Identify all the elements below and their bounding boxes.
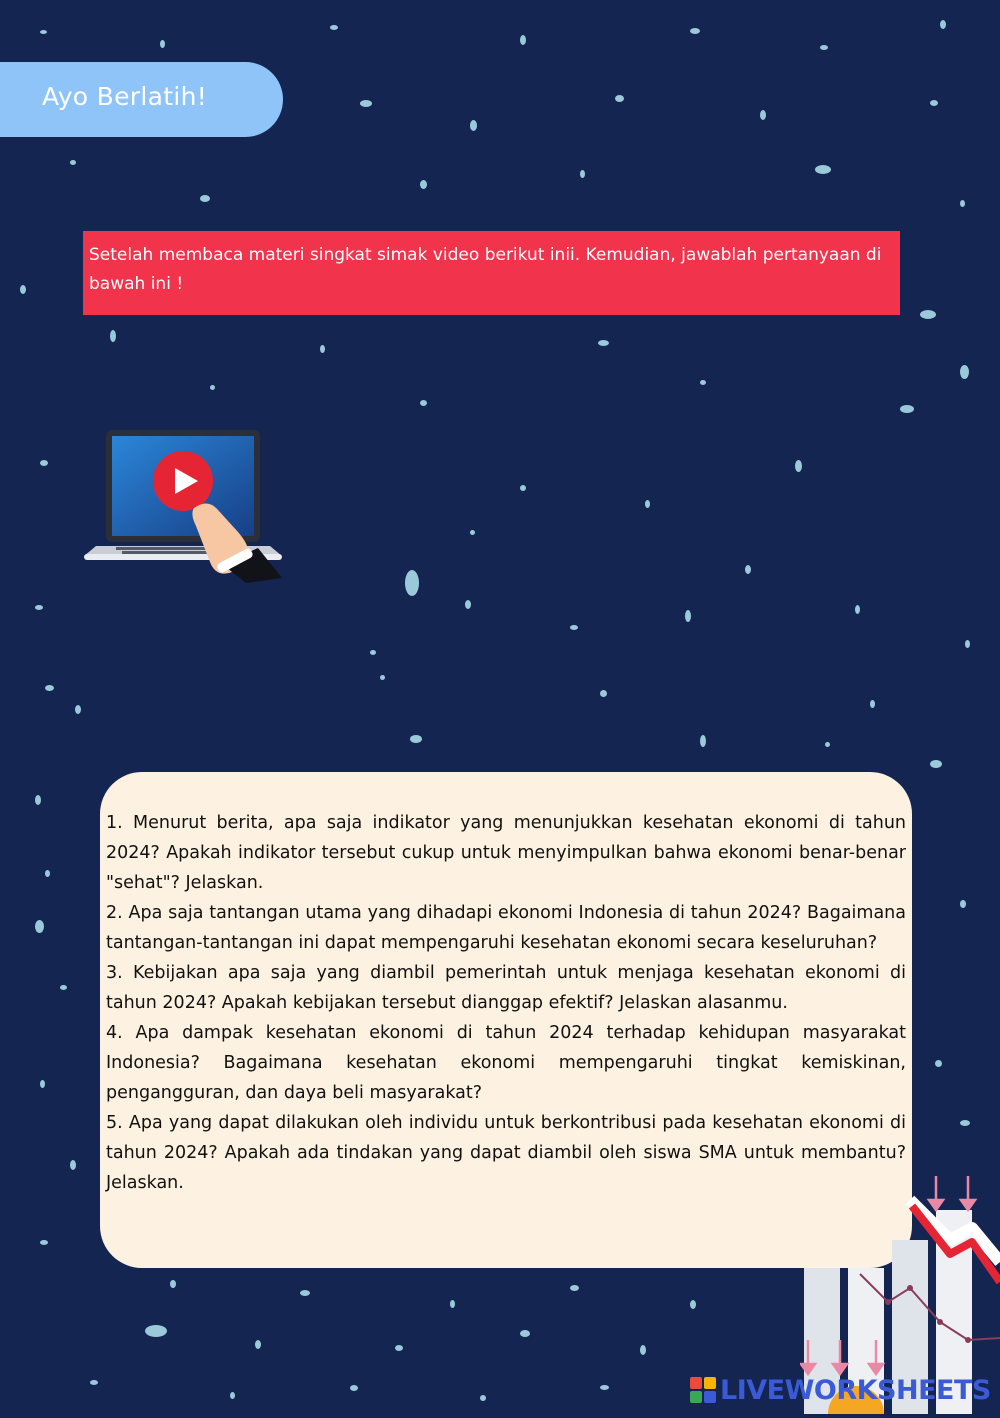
watermark-text: LIVEWORKSHEETS <box>720 1374 991 1406</box>
question-2: 2. Apa saja tantangan utama yang dihadapi ekonomi Indonesia di tahun 2024? Bagaimana tantangan-tantangan ini dapat mempengaruhi kesehatan ekonomi secara keseluruhan? <box>106 903 906 953</box>
question-1: 1. Menurut berita, apa saja indikator yang menunjukkan kesehatan ekonomi di tahun 2024? Apakah indikator tersebut cukup untuk menyimpulkan bahwa ekonomi benar-benar "sehat"? Jelaskan. <box>106 813 906 893</box>
liveworksheets-logo-icon <box>690 1377 716 1403</box>
question-5: 5. Apa yang dapat dilakukan oleh individu untuk berkontribusi pada kesehatan ekonomi di tahun 2024? Apakah ada tindakan yang dapat diambil oleh siswa SMA untuk membantu? Jelaskan. <box>106 1113 906 1193</box>
question-3: 3. Kebijakan apa saja yang diambil pemerintah untuk menjaga kesehatan ekonomi di tahun 2024? Apakah kebijakan tersebut dianggap efektif? Jelaskan alasanmu. <box>106 963 906 1013</box>
header-banner <box>0 62 283 137</box>
instruction-box <box>83 231 900 315</box>
liveworksheets-watermark <box>690 1372 991 1408</box>
instruction-text: Setelah membaca materi singkat simak video berikut inii. Kemudian, jawablah pertanyaan di bawah ini ! <box>89 245 882 294</box>
questions-card <box>100 772 912 1268</box>
question-4: 4. Apa dampak kesehatan ekonomi di tahun 2024 terhadap kehidupan masyarakat Indonesia? Bagaimana kesehatan ekonomi mempengaruhi tingkat kemiskinan, pengangguran, dan daya beli masyarakat? <box>106 1023 906 1103</box>
page-title: Ayo Berlatih! <box>42 82 208 111</box>
laptop-play-video-icon[interactable] <box>82 428 287 583</box>
